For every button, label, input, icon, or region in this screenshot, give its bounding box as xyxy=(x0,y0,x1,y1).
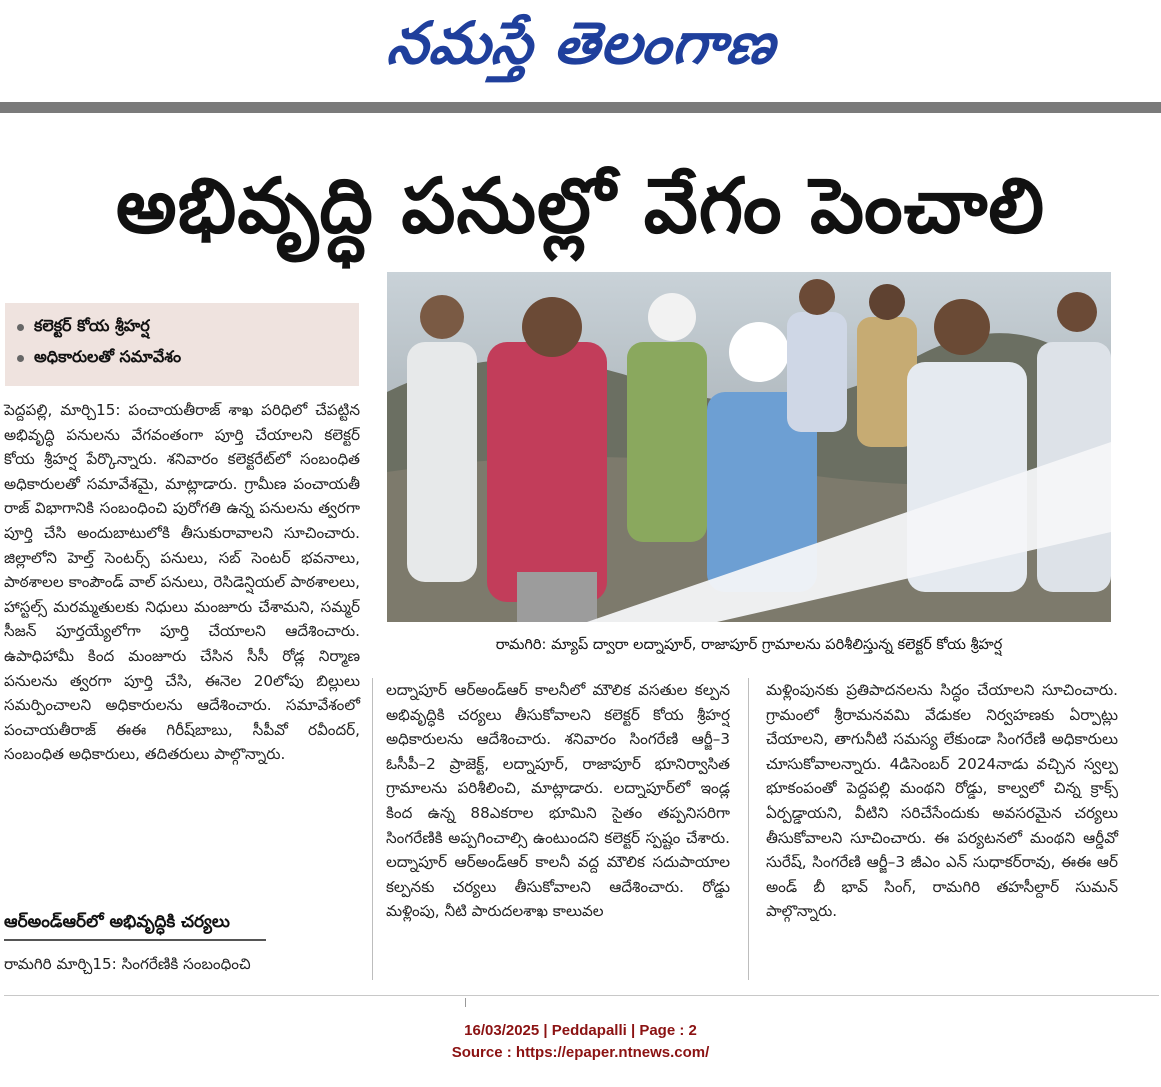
article-paragraph: లద్నాపూర్ ఆర్‌అండ్‌ఆర్ కాలనీలో మౌలిక వసతుల కల్పన అభివృద్ధికి చర్యలు తీసుకోవాలని కలెక్టర్ కోయ శ్రీహర్ష అధికారులను ఆదేశించారు. శనివారం సింగరేణి ఆర్జీ–3 ఓసీపీ–2 ప్రాజెక్ట్, లద్నాపూర్, రాజాపూర్ భూనిర్వాసిత గ్రామాలను పరిశీలించి, మాట్లాడారు. లద్నాపూర్‌లో ఇండ్ల కింద ఉన్న 88ఎకరాల భూమిని సైతం తప్పనిసరిగా సింగరేణికి అప్పగించాల్సి ఉంటుందని కలెక్టర్ స్పష్టం చేశారు. లద్నాపూర్ ఆర్‌అండ్‌ఆర్ కాలనీ వద్ద మౌలిక సదుపాయాల కల్పనకు చర్యలు తీసుకోవాలని ఆదేశించారు. రోడ్డు మళ్లింపు, నీటి పారుదలశాఖ కాలువల xyxy=(386,681,730,921)
masthead xyxy=(0,0,1161,100)
bullet-icon xyxy=(17,324,24,331)
column-divider xyxy=(372,678,373,980)
highlight-item xyxy=(17,343,349,374)
article-paragraph: రామగిరి మార్చి15: సింగరేణికి సంబంధించి xyxy=(4,955,251,973)
article-subheading: ఆర్‌అండ్‌ఆర్‌లో అభివృద్ధికి చర్యలు xyxy=(4,907,266,941)
article-column-3 xyxy=(766,678,1118,924)
page-footer xyxy=(0,1020,1161,1064)
newspaper-logo: నమస్తే తెలంగాణ xyxy=(383,8,779,77)
highlight-text: అధికారులతో సమావేశం xyxy=(34,347,182,366)
article-column-1 xyxy=(4,398,360,767)
bullet-icon xyxy=(17,355,24,362)
footer-date-line: 16/03/2025 | Peddapalli | Page : 2 xyxy=(464,1022,697,1039)
highlight-text: కలెక్టర్ కోయ శ్రీహర్ష xyxy=(34,316,150,335)
article-column-2 xyxy=(386,678,730,924)
masthead-rule xyxy=(0,102,1161,113)
column-divider xyxy=(748,678,749,980)
article-paragraph: పెద్దపల్లి, మార్చి15: పంచాయతీరాజ్ శాఖ పరిధిలో చేపట్టిన అభివృద్ధి పనులను వేగవంతంగా పూర్తి చేయాలని కలెక్టర్ కోయ శ్రీహర్ష పేర్కొన్నారు. శనివారం కలెక్టరేట్‌లో సంబంధిత అధికారులతో సమావేశమై, మాట్లాడారు. గ్రామీణ పంచాయతీ రాజ్ విభాగానికి సంబంధించి పురోగతి ఉన్న పనులను త్వరగా పూర్తి చేసి అందుబాటులోకి తీసుకురావాలని సూచించారు. జిల్లాలోని హెల్త్ సెంటర్స్ పనులు, సబ్ సెంటర్ భవనాలు, పాఠశాలల కాంపౌండ్ వాల్ పనులు, రెసిడెన్షియల్ పాఠశాలలు, హాస్టల్స్ మరమ్మతులకు నిధులు మంజూరు చేశామని, సమ్మర్ సీజన్ పూర్తయ్యేలోగా పూర్తి చేయాలని ఆదేశించారు. ఉపాధిహామీ కింద మంజూరు చేసిన సీసీ రోడ్ల నిర్మాణ పనులను త్వరగా పూర్తి చేసి, ఈనెల 20లోపు బిల్లులు సమర్పించాలని అధికారులను ఆదేశించారు. సమావేశంలో పంచాయతీరాజ్ ఈఈ గిరీష్‌బాబు, సీపీవో రవీందర్, సంబంధిత అధికారులు, తదితరులు పాల్గొన్నారు. xyxy=(4,401,360,764)
officials-inspecting-map-photo xyxy=(387,272,1111,622)
photo-caption: రామగిరి: మ్యాప్ ద్వారా లద్నాపూర్, రాజాపూర్ గ్రామాలను పరిశీలిస్తున్న కలెక్టర్ కోయ శ్రీహర్ష xyxy=(495,636,1003,653)
article-column-1-continued xyxy=(4,952,360,977)
news-photo xyxy=(387,272,1111,622)
article-paragraph: మళ్లింపునకు ప్రతిపాదనలను సిద్ధం చేయాలని సూచించారు. గ్రామంలో శ్రీరామనవమి వేడుకల నిర్వహణకు ఏర్పాట్లు చేయాలని, తాగునీటి సమస్య లేకుండా సింగరేణి అధికారులు చూసుకోవాలన్నారు. 4డిసెంబర్ 2024నాడు వచ్చిన స్వల్ప భూకంపంతో పెద్దపల్లి మంథని రోడ్డు, కాల్వలో చిన్న క్రాక్స్ ఏర్పడ్డాయని, వీటిని సరిచేసేందుకు అవసరమైన చర్యలు తీసుకోవాలని సూచించారు. ఈ పర్యటనలో మంథని ఆర్డీవో సురేష్, సింగరేణి ఆర్జీ–3 జీఎం ఎన్ సుధాకర్‌రావు, ఈఈ ఆర్ అండ్ బీ భావ్ సింగ్, రామగిరి తహసీల్దార్ సుమన్ పాల్గొన్నారు. xyxy=(766,681,1118,921)
page-headline: అభివృద్ధి పనుల్లో వేగం పెంచాలి xyxy=(115,161,1046,250)
highlights-box xyxy=(5,303,359,386)
highlight-item xyxy=(17,312,349,343)
page-bottom-rule xyxy=(4,995,1159,996)
fold-mark xyxy=(465,998,466,1007)
footer-source-line: Source : https://epaper.ntnews.com/ xyxy=(451,1044,710,1061)
